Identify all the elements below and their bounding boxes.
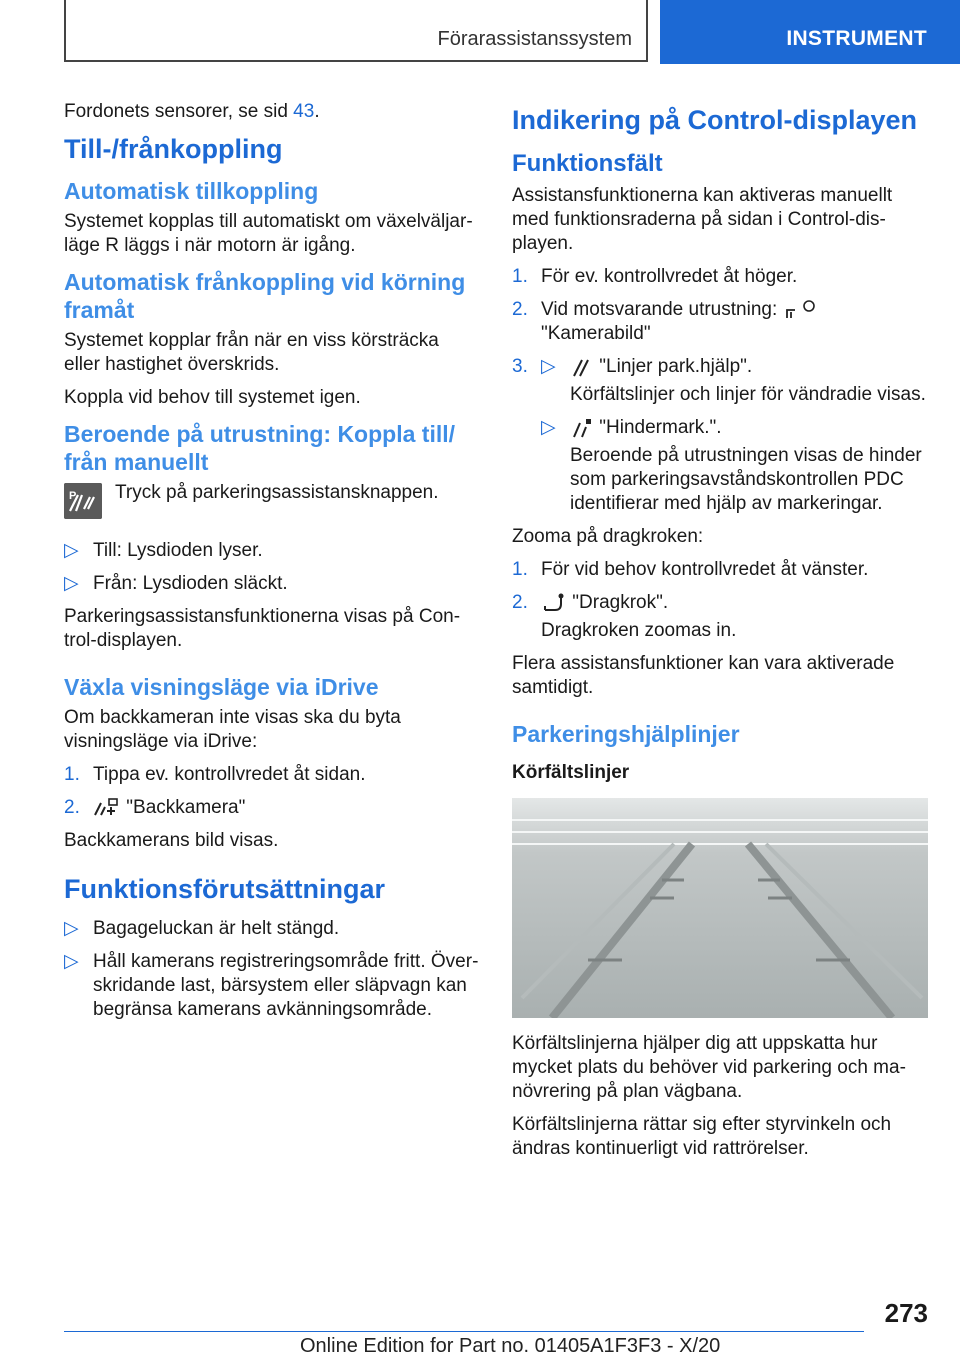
step-item: 1. För vid behov kontrollvredet åt vänster. — [512, 559, 869, 581]
step-number: 2. — [512, 592, 528, 614]
heading-korfalt: Körfältslinjer — [512, 762, 630, 784]
left-column — [64, 100, 480, 1031]
section-title: Förarassistanssystem — [437, 28, 632, 50]
button-text: Tryck på parkeringsassistansknappen. — [115, 482, 439, 503]
bullet-item: ▷ Från: Lysdioden släckt. — [64, 573, 288, 594]
tow-hook-icon — [541, 592, 567, 614]
heading-auto-fran: Automatisk frånkoppling vid körning framåt — [64, 269, 466, 323]
obstacle-marking-icon — [570, 417, 594, 439]
paragraph-assist: Assistansfunktionerna kan aktiveras manuellt med funktionsraderna på sidan i Control-displayen. — [512, 185, 893, 254]
step-number: 1. — [64, 764, 80, 785]
svg-text:P: P — [69, 490, 77, 502]
paragraph-auto-fran-1: Systemet kopplar från när en viss körsträcka eller hastighet överskrids. — [64, 330, 439, 375]
footer-divider — [64, 1331, 864, 1332]
sub-item: ▷ "Hindermark.". — [541, 417, 722, 439]
triangle-bullet-icon: ▷ — [541, 417, 556, 439]
right-column — [512, 100, 930, 1170]
button-instruction — [64, 481, 480, 525]
sub-description: Körfältslinjer och linjer för vändradie visas. — [570, 384, 926, 406]
heading-vaxla: Växla visningsläge via iDrive — [64, 674, 379, 700]
step-item: 2. "Dragkrok". — [512, 592, 669, 614]
step-number: 1. — [512, 559, 528, 581]
step-number: 2. — [512, 299, 528, 320]
paragraph-auto-till: Systemet kopplas till automatiskt om växelväljarläge R läggs i när motorn är igång. — [64, 211, 473, 256]
step-number: 3. — [512, 356, 528, 378]
heading-manuellt: Beroende på utrustning: Koppla till/ från manuellt — [64, 421, 455, 475]
parking-lines-icon — [570, 356, 594, 378]
step-number: 2. — [64, 797, 80, 818]
sub-description: Beroende på utrustningen visas de hinder som parkeringsavståndskontrollen PDC identifierar med hjälp av markeringar. — [570, 445, 922, 515]
heading-indikering: Indikering på Control-displayen — [512, 105, 918, 135]
camera-lane-lines-image — [512, 798, 928, 1018]
paragraph-auto-fran-2: Koppla vid behov till systemet igen. — [64, 387, 361, 408]
bullet-item: ▷ Håll kamerans registreringsområde fritt. Överskridande last, bärsystem eller släpvagn kan begränsa kamerans avkänningsområde. — [64, 951, 479, 1020]
camera-view-icon — [783, 298, 817, 322]
parking-assist-button-icon — [64, 483, 102, 519]
bullet-item: ▷ Bagageluckan är helt stängd. — [64, 918, 340, 939]
triangle-bullet-icon: ▷ — [64, 918, 79, 939]
edition-note: Online Edition for Part no. 01405A1F3F3 - X/20 — [300, 1335, 721, 1357]
step-item: 3. ▷ "Linjer park.hjälp". — [512, 356, 753, 378]
step-number: 1. — [512, 266, 528, 287]
paragraph-flera: Flera assistansfunktioner kan vara aktiverade samtidigt. — [512, 653, 895, 699]
rear-camera-icon — [93, 797, 121, 819]
page-header — [0, 0, 960, 66]
page-number: 273 — [884, 1298, 928, 1328]
chapter-tab — [660, 0, 960, 64]
paragraph-korfalt-1: Körfältslinjerna hjälper dig att uppskatta hur mycket plats du behöver vid parkering och manövrering på plan vägbana. — [512, 1033, 906, 1103]
triangle-bullet-icon: ▷ — [64, 951, 79, 972]
page-link[interactable]: 43 — [293, 101, 315, 122]
paragraph-bild: Backkamerans bild visas. — [64, 830, 279, 851]
triangle-bullet-icon: ▷ — [541, 356, 556, 378]
triangle-bullet-icon: ▷ — [64, 573, 79, 594]
heading-parkering: Parkeringshjälplinjer — [512, 721, 740, 748]
heading-forutsattningar: Funktionsförutsättningar — [64, 874, 385, 904]
paragraph-zooma: Zooma på dragkroken: — [512, 526, 704, 548]
paragraph-korfalt-2: Körfältslinjerna rättar sig efter styrvinkeln och ändras kontinuerligt vid rattrörelser. — [512, 1114, 892, 1160]
step-item: 2. "Backkamera" — [64, 797, 246, 818]
heading-auto-till: Automatisk tillkoppling — [64, 178, 319, 204]
step-item: 1. För ev. kontrollvredet åt höger. — [512, 266, 798, 287]
triangle-bullet-icon: ▷ — [64, 540, 79, 561]
paragraph-visas: Parkeringsassistansfunktionerna visas på Control-displayen. — [64, 606, 461, 651]
step-item: 2. Vid motsvarande utrustning: "Kamerabild" — [512, 298, 930, 346]
step-item: 1. Tippa ev. kontrollvredet åt sidan. — [64, 764, 366, 785]
bullet-item: ▷ Till: Lysdioden lyser. — [64, 540, 263, 561]
step-description: Dragkroken zoomas in. — [541, 620, 737, 642]
paragraph-vaxla: Om backkameran inte visas ska du byta visningsläge via iDrive: — [64, 707, 401, 752]
chapter-title: INSTRUMENT — [786, 27, 927, 50]
heading-till-fran: Till-/frånkoppling — [64, 134, 283, 164]
intro-paragraph: Fordonets sensorer, se sid 43. — [64, 101, 320, 122]
section-tab — [64, 0, 648, 62]
heading-funktionsfalt: Funktionsfält — [512, 150, 663, 177]
